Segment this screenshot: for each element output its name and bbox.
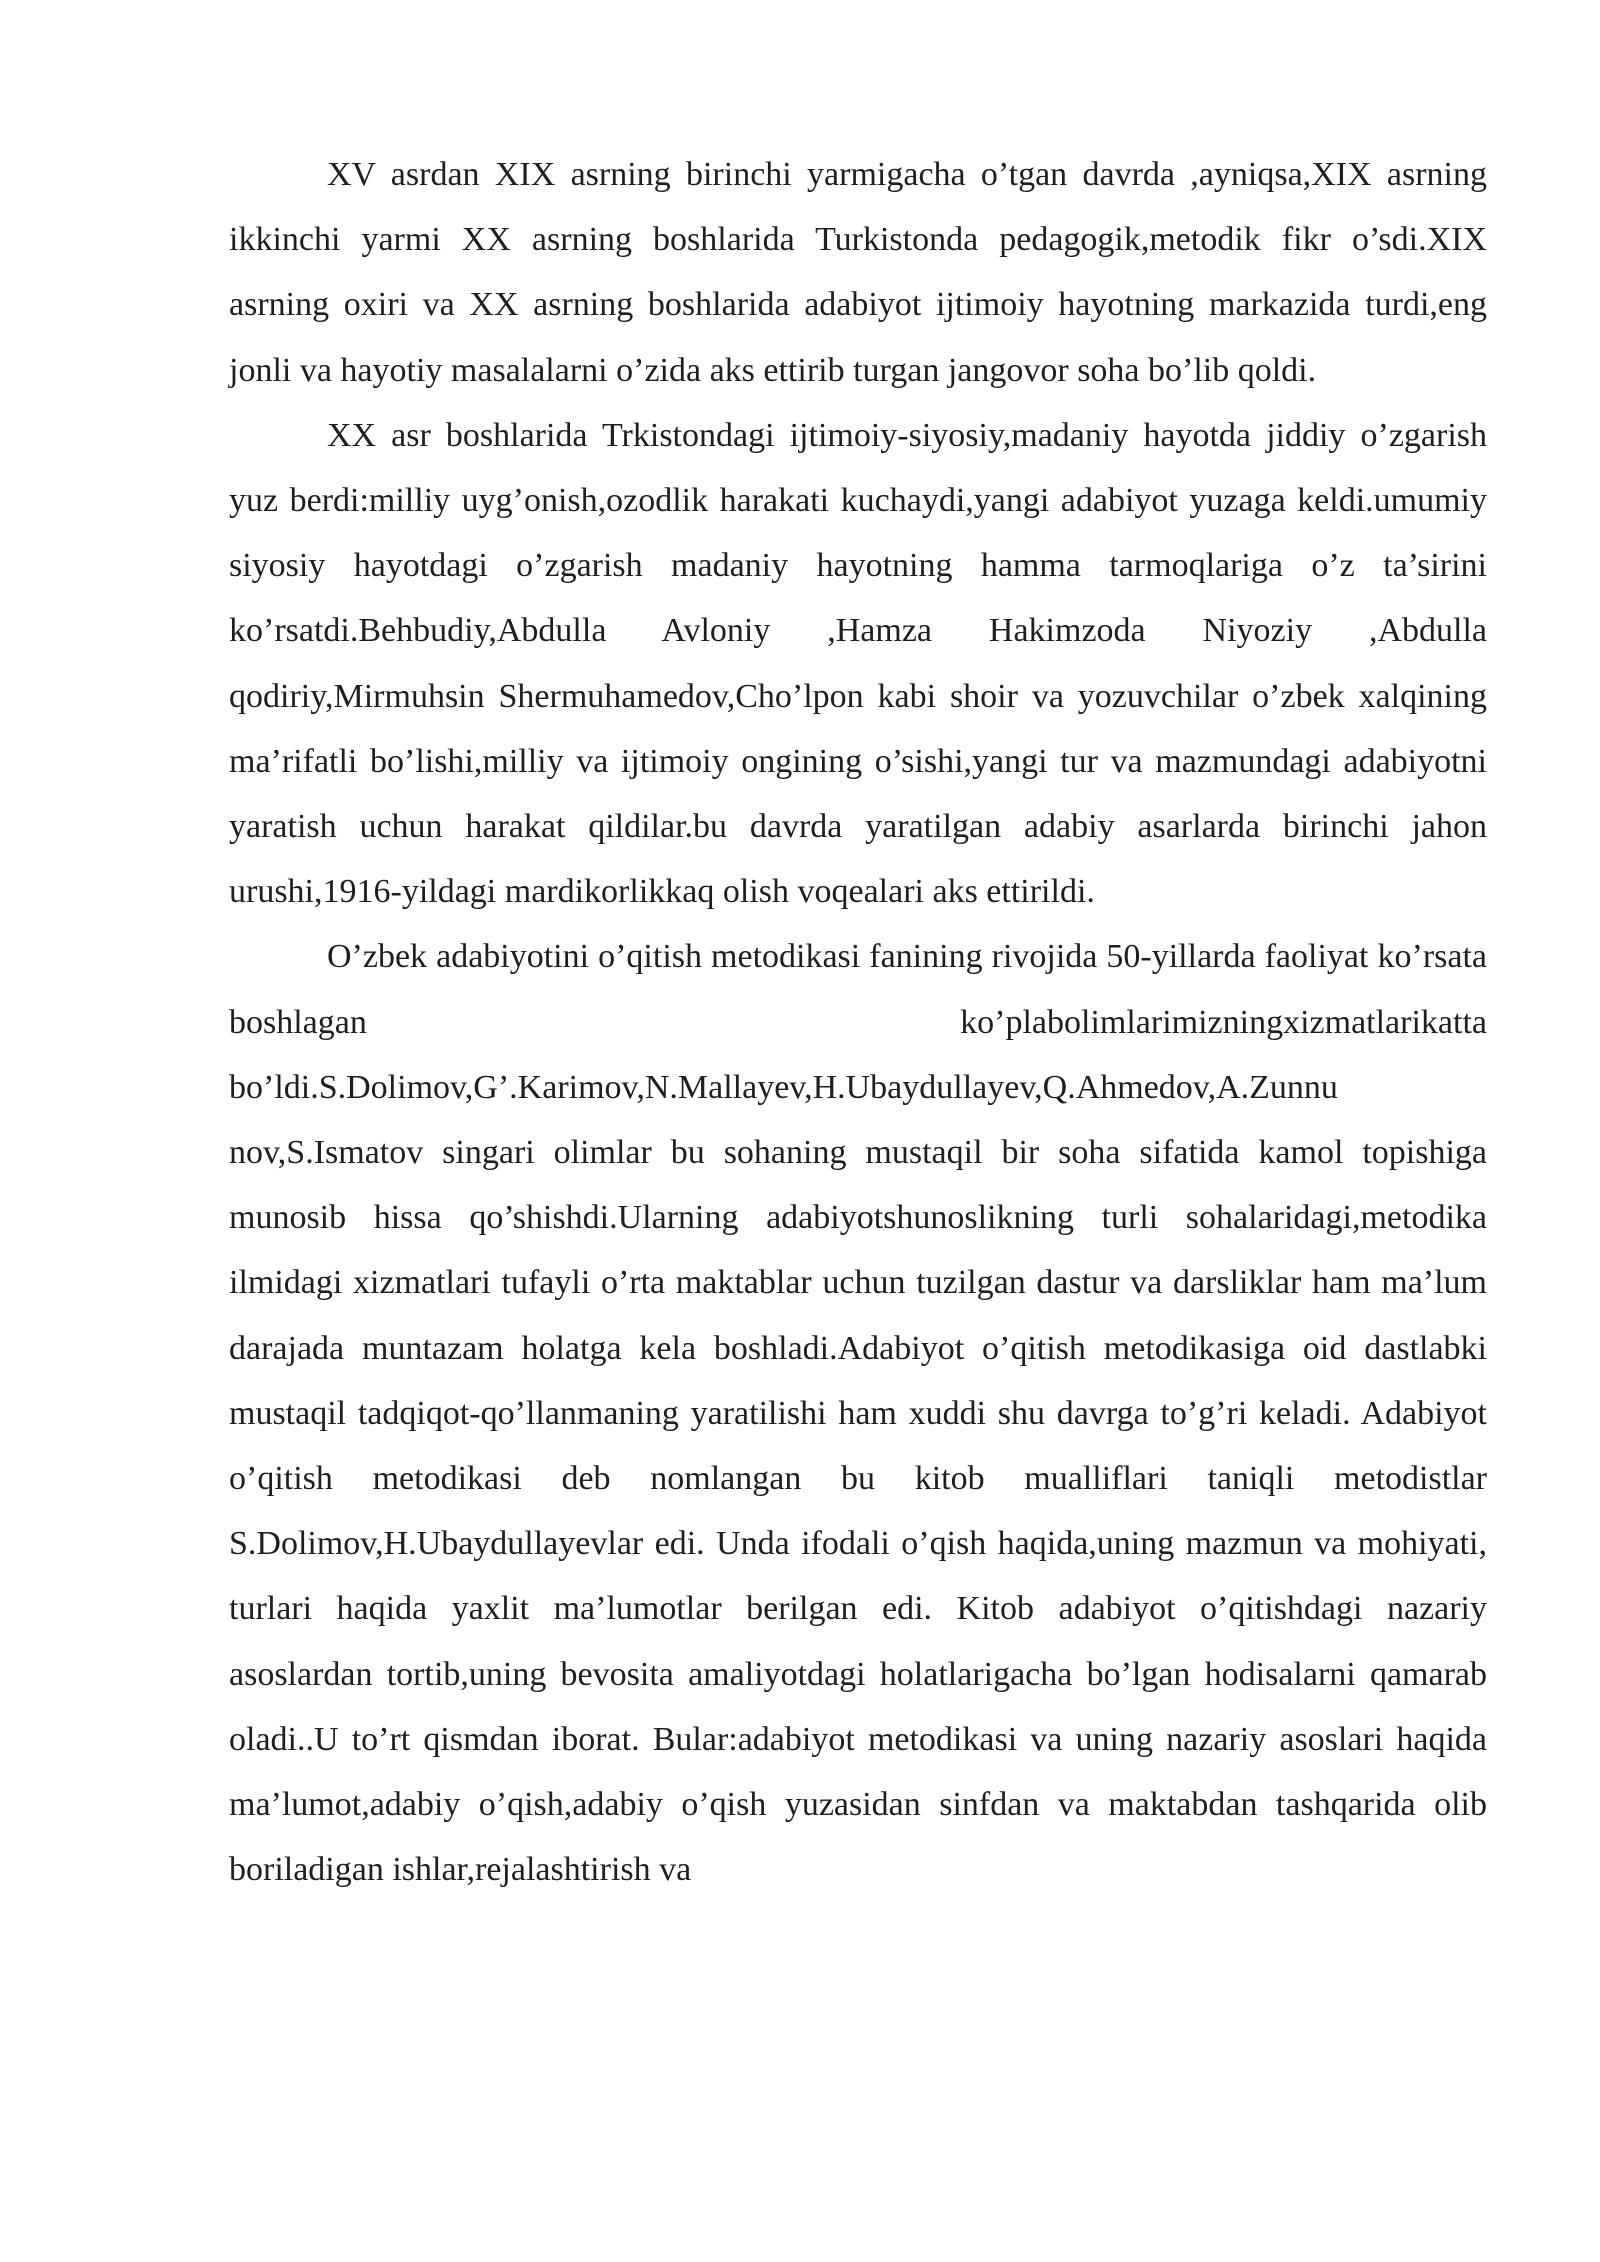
paragraph-1: XV asrdan XIX asrning birinchi yarmigacha o’tgan davrda ,ayniqsa,XIX asrning ikkinchi yarmi XX asrning boshlarida Turkistonda pedagogik,metodik fikr o’sdi.XIX asrning oxiri va XX asrning boshlarida adabiyot ijtimoiy hayotning markazida turdi,eng jonli va hayotiy masalalarni o’zida aks ettirib turgan jangovor soha bo’lib qoldi. [229,156,1487,389]
paragraph-3: O’zbek adabiyotini o’qitish metodikasi fanining rivojida 50-yillarda faoliyat ko’rsata boshlagan ko’plabolimlarimizningxizmatlarikatta bo’ldi.S.Dolimov,G’.Karimov,N.Mallayev,H.Ubaydullayev,Q.Ahmedov,A.Zunnu nov,S.Ismatov singari olimlar bu sohaning mustaqil bir soha sifatida kamol topishiga munosib hissa qo’shishdi.Ularning adabiyotshunoslikning turli sohalaridagi,metodika ilmidagi xizmatlari tufayli o’rta maktablar uchun tuzilgan dastur va darsliklar ham ma’lum darajada muntazam holatga kela boshladi.Adabiyot o’qitish metodikasiga oid dastlabki mustaqil tadqiqot-qo’llanmaning yaratilishi ham xuddi shu davrga to’g’ri keladi. Adabiyot o’qitish metodikasi deb nomlangan bu kitob mualliflari taniqli metodistlar S.Dolimov,H.Ubaydullayevlar edi. Unda ifodali o’qish haqida,uning mazmun va mohiyati, turlari haqida yaxlit ma’lumotlar berilgan edi. Kitob adabiyot o’qitishdagi nazariy asoslardan tortib,uning bevosita amaliyotdagi holatlarigacha bo’lgan hodisalarni qamarab oladi..U to’rt qismdan iborat. Bular:adabiyot metodikasi va uning nazariy asoslari haqida ma’lumot,adabiy o’qish,adabiy o’qish yuzasidan sinfdan va maktabdan tashqarida olib boriladigan ishlar,rejalashtirish va [229,938,1487,1889]
document-body [229,142,1487,1902]
paragraph-2: XX asr boshlarida Trkistondagi ijtimoiy-siyosiy,madaniy hayotda jiddiy o’zgarish yuz berdi:milliy uyg’onish,ozodlik harakati kuchaydi,yangi adabiyot yuzaga keldi.umumiy siyosiy hayotdagi o’zgarish madaniy hayotning hamma tarmoqlariga o’z ta’sirini ko’rsatdi.Behbudiy,Abdulla Avloniy ,Hamza Hakimzoda Niyoziy ,Abdulla qodiriy,Mirmuhsin Shermuhamedov,Cho’lpon kabi shoir va yozuvchilar o’zbek xalqining ma’rifatli bo’lishi,milliy va ijtimoiy ongining o’sishi,yangi tur va mazmundagi adabiyotni yaratish uchun harakat qildilar.bu davrda yaratilgan adabiy asarlarda birinchi jahon urushi,1916-yildagi mardikorlikkaq olish voqealari aks ettirildi. [229,416,1487,911]
